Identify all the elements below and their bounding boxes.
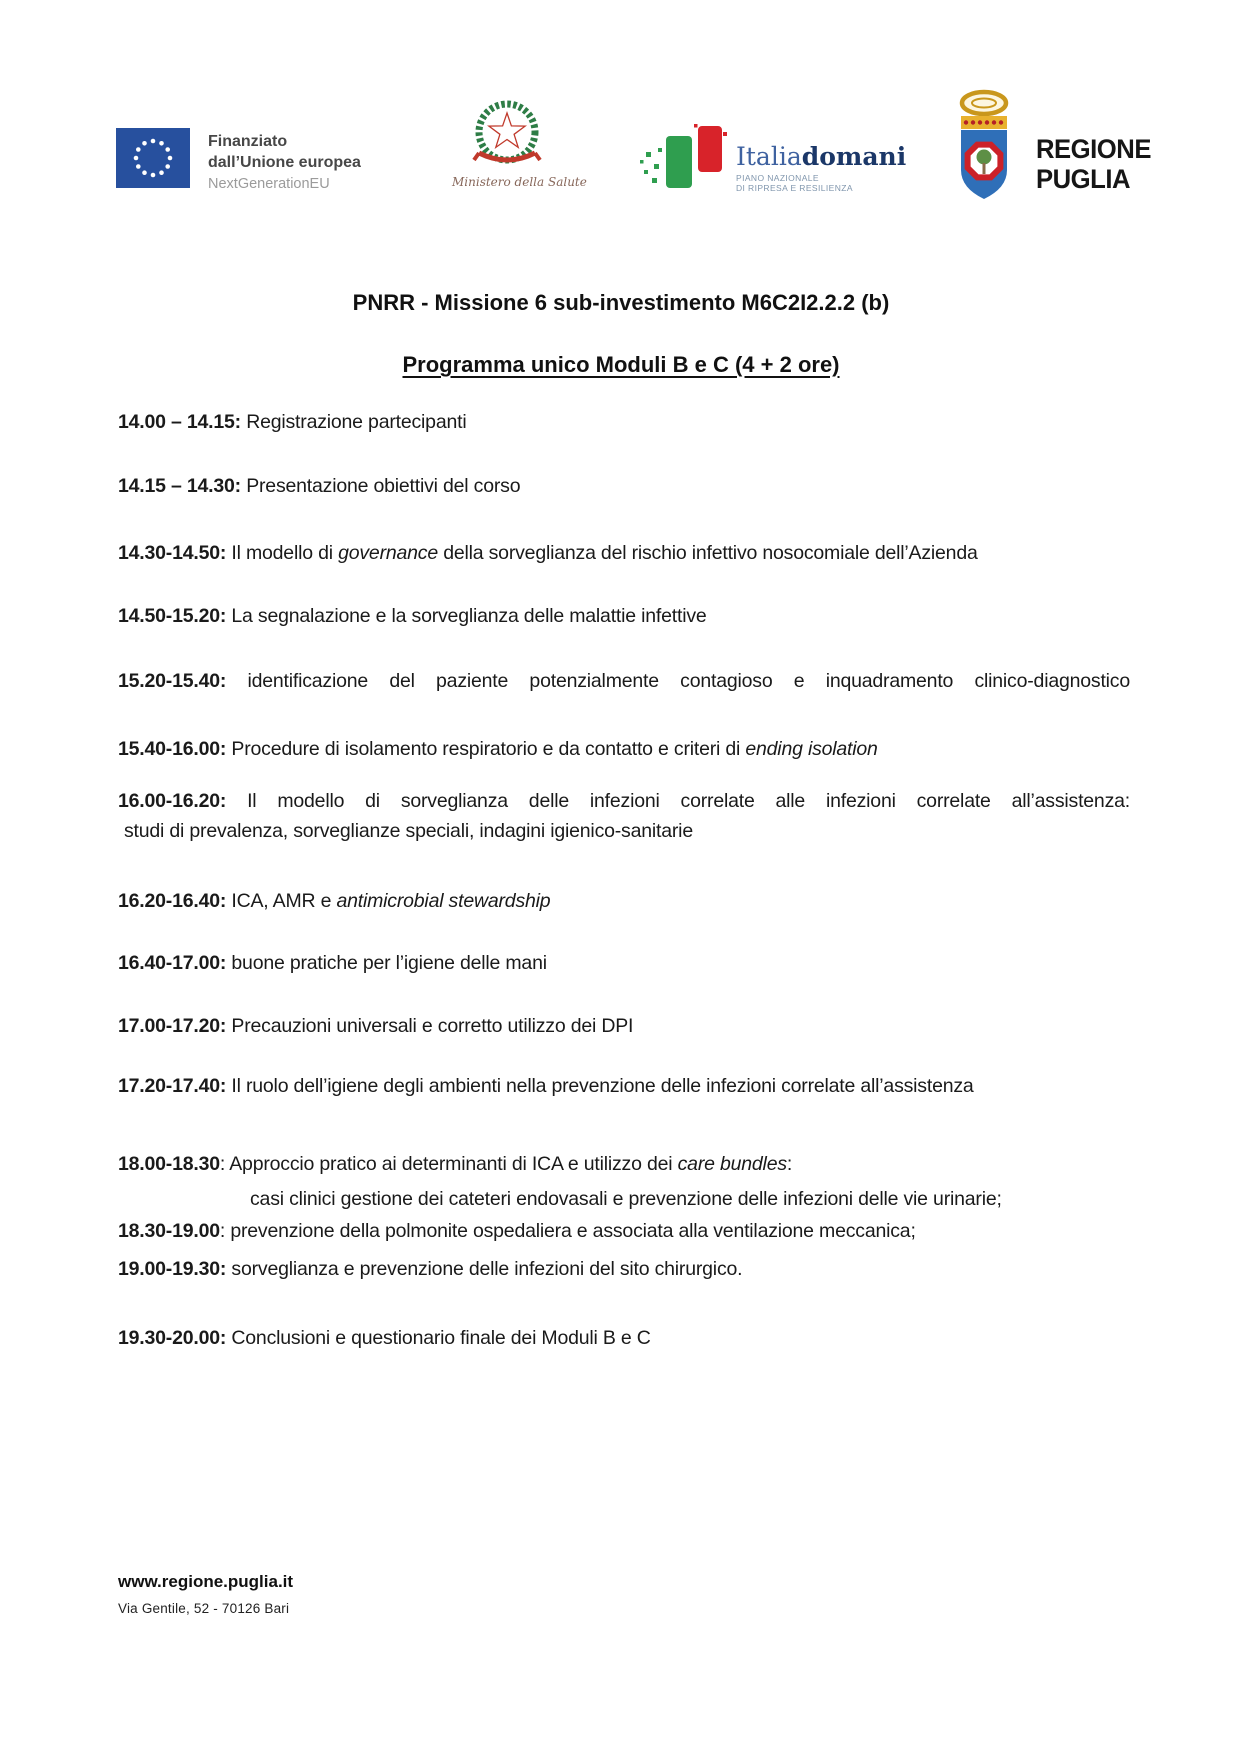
schedule-text: identificazione del paziente potenzialmente contagioso e inquadramento clinico-diagnostico	[226, 670, 1130, 692]
schedule-text: Precauzioni universali e corretto utilizzo dei DPI	[226, 1015, 634, 1037]
schedule-time: 16.00-16.20:	[118, 790, 227, 812]
footer-website-link[interactable]: www.regione.puglia.it	[118, 1572, 294, 1591]
schedule-time: 19.30-20.00:	[118, 1327, 227, 1349]
schedule-item	[118, 410, 1130, 435]
schedule-text: ICA, AMR e	[226, 890, 337, 912]
schedule-text: Presentazione obiettivi del corso	[240, 475, 521, 497]
italia-domani-wordmark-regular: Italia	[736, 142, 802, 171]
schedule-item	[118, 1014, 1130, 1039]
schedule-time: 16.20-16.40:	[118, 890, 227, 912]
ministero-salute-logo	[452, 95, 587, 189]
schedule-time: 17.00-17.20:	[118, 1015, 227, 1037]
schedule-text: della sorveglianza del rischio infettivo nosocomiale dell’Azienda	[438, 542, 978, 564]
schedule-time: 19.00-19.30:	[118, 1258, 227, 1280]
schedule-continuation-line: studi di prevalenza, sorveglianze speciali, indagini igienico-sanitarie	[124, 820, 693, 842]
italia-domani-logo	[636, 122, 906, 199]
schedule-item	[118, 737, 1130, 762]
schedule-time: 16.40-17.00:	[118, 952, 227, 974]
regione-puglia-crest-icon	[956, 88, 1012, 207]
italia-domani-subtext-line1: PIANO NAZIONALE	[736, 173, 819, 183]
schedule-text: sorveglianza e prevenzione delle infezioni del sito chirurgico.	[226, 1258, 743, 1280]
schedule-item	[118, 1219, 1130, 1244]
schedule-text: buone pratiche per l’igiene delle mani	[226, 952, 547, 974]
schedule-text: La segnalazione e la sorveglianza delle malattie infettive	[226, 605, 707, 627]
schedule-text: Il ruolo dell’igiene degli ambienti nella prevenzione delle infezioni correlate all’assistenza	[226, 1075, 974, 1097]
schedule-item	[118, 669, 1130, 694]
schedule-item	[118, 474, 1130, 499]
schedule-text-italic: antimicrobial stewardship	[336, 890, 551, 912]
ministero-salute-caption: Ministero della Salute	[452, 175, 587, 189]
schedule-text: Il modello di sorveglianza delle infezioni correlate alle infezioni correlate all’assistenza:	[226, 790, 1130, 812]
schedule-time: 18.30-19.00	[118, 1220, 220, 1242]
eu-flag-icon	[116, 128, 190, 195]
schedule-item	[118, 1152, 1130, 1212]
schedule-text: Registrazione partecipanti	[240, 411, 467, 433]
schedule-continuation-line: casi clinici gestione dei cateteri endovasali e prevenzione delle infezioni delle vie urinarie;	[250, 1188, 1002, 1210]
schedule-time: 14.50-15.20:	[118, 605, 227, 627]
regione-puglia-label-line1: REGIONE	[1036, 134, 1151, 164]
ministero-salute-emblem-icon	[465, 156, 549, 173]
schedule-time: 14.00 – 14.15:	[118, 411, 241, 433]
schedule-text-italic: governance	[338, 542, 438, 564]
schedule-time: 17.20-17.40:	[118, 1075, 227, 1097]
schedule-text: : Approccio pratico ai determinanti di ICA e utilizzo dei	[219, 1153, 678, 1175]
italia-domani-flag-icon	[636, 122, 728, 199]
schedule-item	[118, 604, 1130, 629]
footer-address: Via Gentile, 52 - 70126 Bari	[118, 1601, 290, 1616]
regione-puglia-logo	[956, 88, 1157, 207]
schedule-time: 14.30-14.50:	[118, 542, 227, 564]
schedule-time: 15.40-16.00:	[118, 738, 227, 760]
italia-domani-subtext-line2: DI RIPRESA E RESILIENZA	[736, 183, 853, 193]
schedule-time: 18.00-18.30	[118, 1153, 220, 1175]
schedule-text: Procedure di isolamento respiratorio e da contatto e criteri di	[226, 738, 746, 760]
schedule-text: :	[786, 1153, 793, 1175]
schedule-time: 15.20-15.40:	[118, 670, 227, 692]
schedule-item	[118, 1074, 1130, 1099]
italia-domani-wordmark-bold: domani	[801, 142, 907, 171]
schedule-text-italic: care bundles	[677, 1153, 787, 1175]
eu-funding-logo	[116, 128, 361, 195]
schedule-text: Il modello di	[226, 542, 339, 564]
schedule-text-italic: ending isolation	[745, 738, 878, 760]
schedule-item	[118, 1257, 1130, 1282]
schedule-time: 14.15 – 14.30:	[118, 475, 241, 497]
schedule-item	[118, 951, 1130, 976]
eu-funding-label-line2: dall’Unione europea	[208, 154, 361, 171]
regione-puglia-label-line2: PUGLIA	[1036, 164, 1131, 194]
nextgeneration-eu-label: NextGenerationEU	[208, 176, 330, 192]
schedule-item	[118, 541, 1130, 566]
document-subtitle: Programma unico Moduli B e C (4 + 2 ore)	[402, 352, 840, 377]
schedule-item	[118, 789, 1130, 844]
schedule-text: Conclusioni e questionario finale dei Moduli B e C	[226, 1327, 651, 1349]
schedule-text: : prevenzione della polmonite ospedaliera e associata alla ventilazione meccanica;	[219, 1220, 916, 1242]
schedule-item	[118, 889, 1130, 914]
document-title: PNRR - Missione 6 sub-investimento M6C2I2.2.2 (b)	[352, 290, 890, 315]
eu-funding-label-line1: Finanziato	[208, 133, 288, 150]
schedule-item	[118, 1326, 1130, 1351]
